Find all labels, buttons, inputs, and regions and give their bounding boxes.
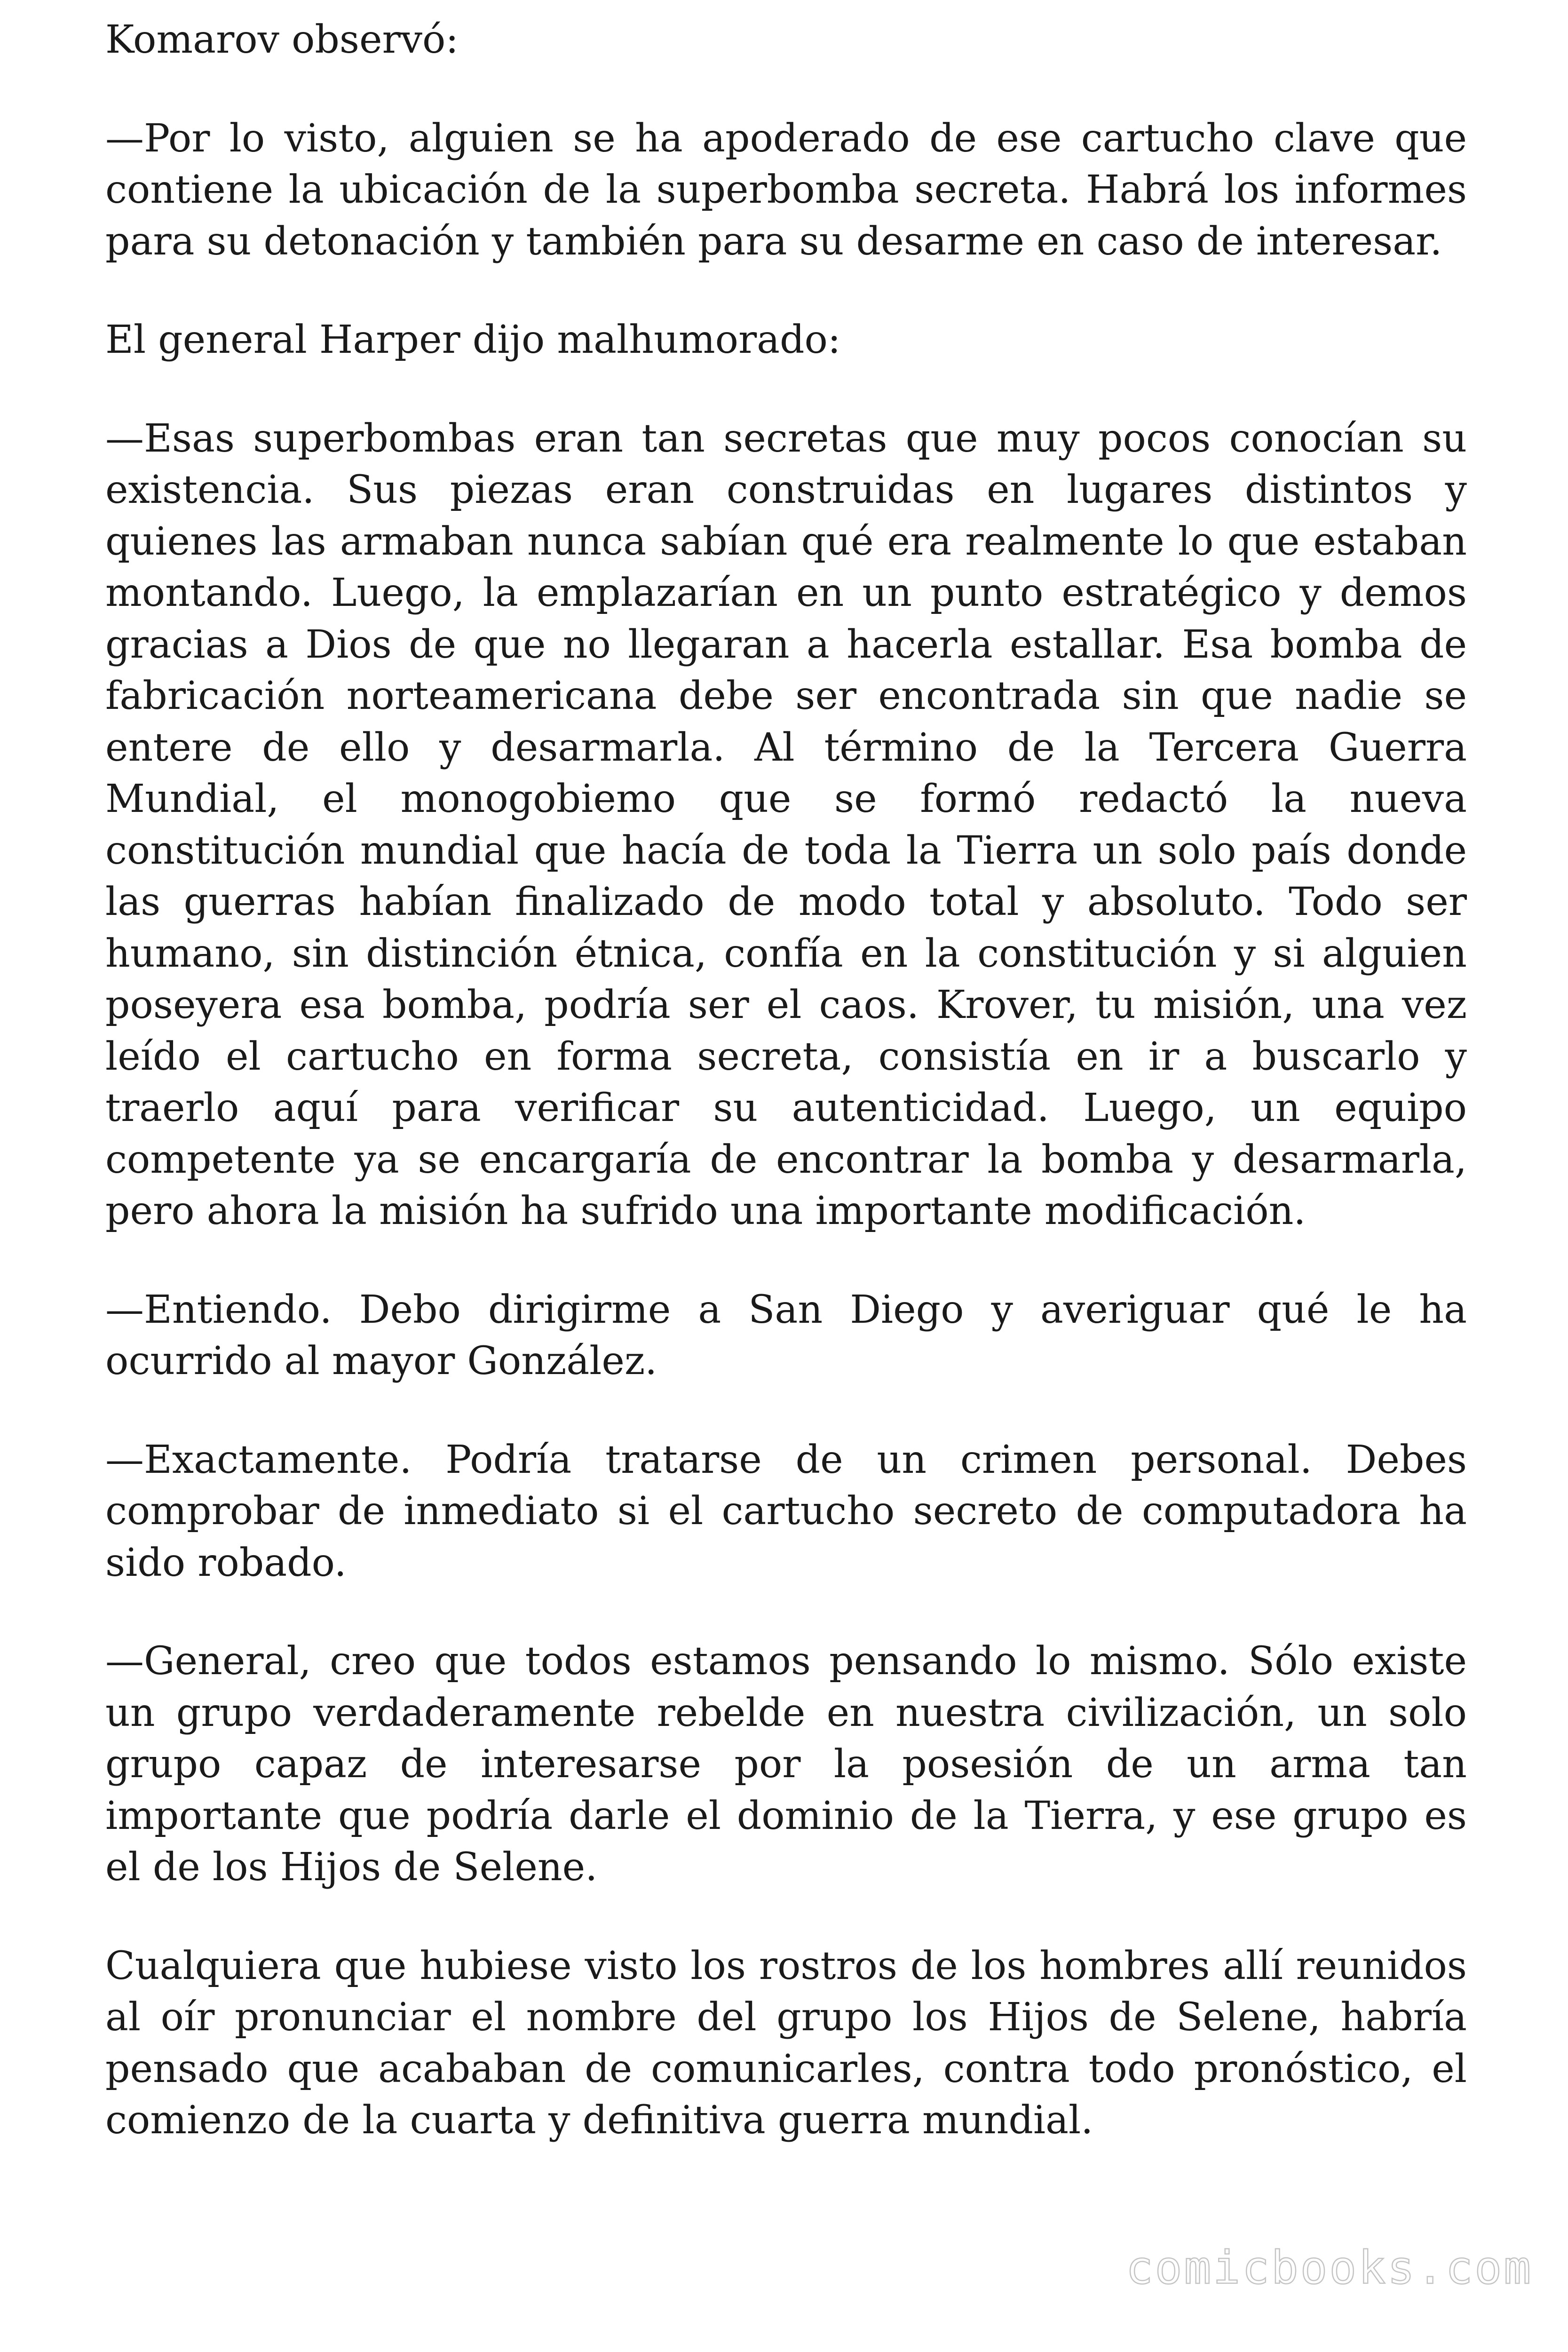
paragraph-6: —Exactamente. Podría tratarse de un crimen personal. Debes comprobar de inmediato si el cartucho secreto de computadora ha sido robado.: [105, 1437, 1467, 1585]
paragraph-2: —Por lo visto, alguien se ha apoderado de ese cartucho clave que contiene la ubicación de la superbomba secreta. Habrá los informes para su detonación y también para su desarme en caso de interesar.: [105, 116, 1467, 264]
paragraph-3: El general Harper dijo malhumorado:: [105, 318, 841, 362]
paragraph-8: Cualquiera que hubiese visto los rostros de los hombres allí reunidos al oír pronunciar el nombre del grupo los Hijos de Selene, habría pensado que acababan de comunicarles, contra todo pronóstico, el comienzo de la cuarta y definitiva guerra mundial.: [105, 1943, 1467, 2143]
page-body: [105, 14, 1467, 2193]
paragraph-5: —Entiendo. Debo dirigirme a San Diego y averiguar qué le ha ocurrido al mayor González.: [105, 1287, 1467, 1383]
watermark: comicbooks.com: [1125, 2241, 1533, 2294]
paragraph-1: Komarov observó:: [105, 17, 459, 62]
paragraph-4: —Esas superbombas eran tan secretas que muy pocos conocían su existencia. Sus piezas eran construidas en lugares distintos y quienes las armaban nunca sabían qué era realmente lo que estaban montando. Luego, la emplazarían en un punto estratégico y demos gracias a Dios de que no llegaran a hacerla estallar. Esa bomba de fabricación norteamericana debe ser encontrada sin que nadie se entere de ello y desarmarla. Al término de la Tercera Guerra Mundial, el monogobiemo que se formó redactó la nueva constitución mundial que hacía de toda la Tierra un solo país donde las guerras habían finalizado de modo total y absoluto. Todo ser humano, sin distinción étnica, confía en la constitución y si alguien poseyera esa bomba, podría ser el caos. Krover, tu misión, una vez leído el cartucho en forma secreta, consistía en ir a buscarlo y traerlo aquí para verificar su autenticidad. Luego, un equipo competente ya se encargaría de encontrar la bomba y desarmarla, pero ahora la misión ha sufrido una importante modificación.: [105, 416, 1467, 1233]
paragraph-7: —General, creo que todos estamos pensando lo mismo. Sólo existe un grupo verdaderamente rebelde en nuestra civilización, un solo grupo capaz de interesarse por la posesión de un arma tan importante que podría darle el dominio de la Tierra, y ese grupo es el de los Hijos de Selene.: [105, 1639, 1467, 1890]
